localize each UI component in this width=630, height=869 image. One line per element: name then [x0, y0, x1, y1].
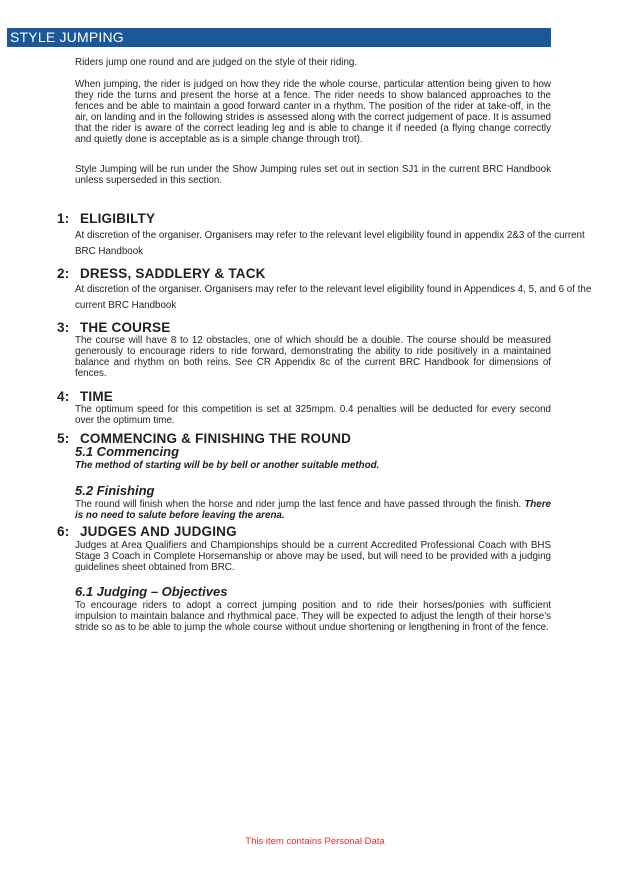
section-number: 1:: [57, 211, 70, 226]
section-number: 2:: [57, 266, 70, 281]
intro-paragraph-3: Style Jumping will be run under the Show Jumping rules set out in section SJ1 in the current BRC Handbook unless superseded in this section.: [75, 164, 551, 186]
section-title: DRESS, SADDLERY & TACK: [79, 266, 266, 281]
subsection-body-finishing: [75, 499, 551, 521]
finishing-text: The round will finish when the horse and rider jump the last fence and have passed through the finish.: [75, 499, 522, 510]
section-title: COMMENCING & FINISHING THE ROUND: [79, 431, 352, 446]
section-number: 5:: [57, 431, 70, 446]
section-number: 4:: [57, 389, 70, 404]
section-body-course: The course will have 8 to 12 obstacles, one of which should be a double. The course should be measured generously to encourage riders to ride forward, demonstrating the ability to ride positively in a maintained balance and rhythm on both reins. See CR Appendix 8c of the current BRC Handbook for dimensions of fences.: [75, 335, 551, 379]
section-title: THE COURSE: [79, 320, 171, 335]
section-heading-course: [57, 320, 170, 335]
section-body-eligibility: At discretion of the organiser. Organisers may refer to the relevant level eligibility found in appendix 2&3 of the current BRC Handbook: [75, 230, 585, 257]
section-heading-dress: [57, 266, 266, 281]
section-heading-time: [57, 389, 113, 404]
finishing-emphasis: There is no need to salute before leaving the arena.: [75, 499, 551, 521]
section-body-time: The optimum speed for this competition is set at 325mpm. 0.4 penalties will be deducted for every second over the optimum time.: [75, 404, 551, 426]
subsection-heading-finishing: 5.2 Finishing: [75, 483, 155, 498]
section-title: JUDGES AND JUDGING: [79, 524, 237, 539]
personal-data-notice: This item contains Personal Data: [245, 836, 385, 847]
section-heading-judges: [57, 524, 237, 539]
section-body-judges: Judges at Area Qualifiers and Championships should be a current Accredited Professional Coach with BHS Stage 3 Coach in Complete Horsemanship or above may be used, but will need to be provided with a judging guidelines sheet obtained from BRC.: [75, 540, 551, 573]
subsection-heading-commencing: 5.1 Commencing: [75, 444, 180, 459]
section-number: 6:: [57, 524, 70, 539]
intro-paragraph-2: When jumping, the rider is judged on how they ride the whole course, particular attention being given to how they ride the turns and present the horse at a fence. The rider needs to show balanced approaches to the fences and be able to maintain a good forward canter in a rhythm. The position of the rider at take-off, in the air, on landing and in the following strides is assessed along with the correct judgement of pace. It is assumed that the rider is aware of the correct leading leg and is able to change it if needed (a flying change correctly and quietly done is acceptable as is a simple change through trot).: [75, 79, 551, 145]
intro-paragraph-1: Riders jump one round and are judged on the style of their riding.: [75, 57, 358, 68]
section-heading-eligibility: [57, 211, 155, 226]
section-body-dress: At discretion of the organiser. Organisers may refer to the relevant level eligibility found in Appendices 4, 5, and 6 of the current BRC Handbook: [75, 284, 592, 311]
subsection-heading-judging-objectives: 6.1 Judging – Objectives: [75, 584, 228, 599]
subsection-body-judging-objectives: To encourage riders to adopt a correct jumping position and to ride their horses/ponies with sufficient impulsion to maintain balance and rhythmical pace. They will be expected to adjust the length of their horse’s stride so as to be able to jump the whole course without undue shortening or lengthening in front of the fence.: [75, 600, 551, 633]
section-title: ELIGIBILTY: [79, 211, 156, 226]
section-banner: STYLE JUMPING: [7, 28, 551, 47]
section-title: TIME: [79, 389, 114, 404]
subsection-body-commencing: The method of starting will be by bell or another suitable method.: [75, 460, 380, 471]
section-number: 3:: [57, 320, 70, 335]
